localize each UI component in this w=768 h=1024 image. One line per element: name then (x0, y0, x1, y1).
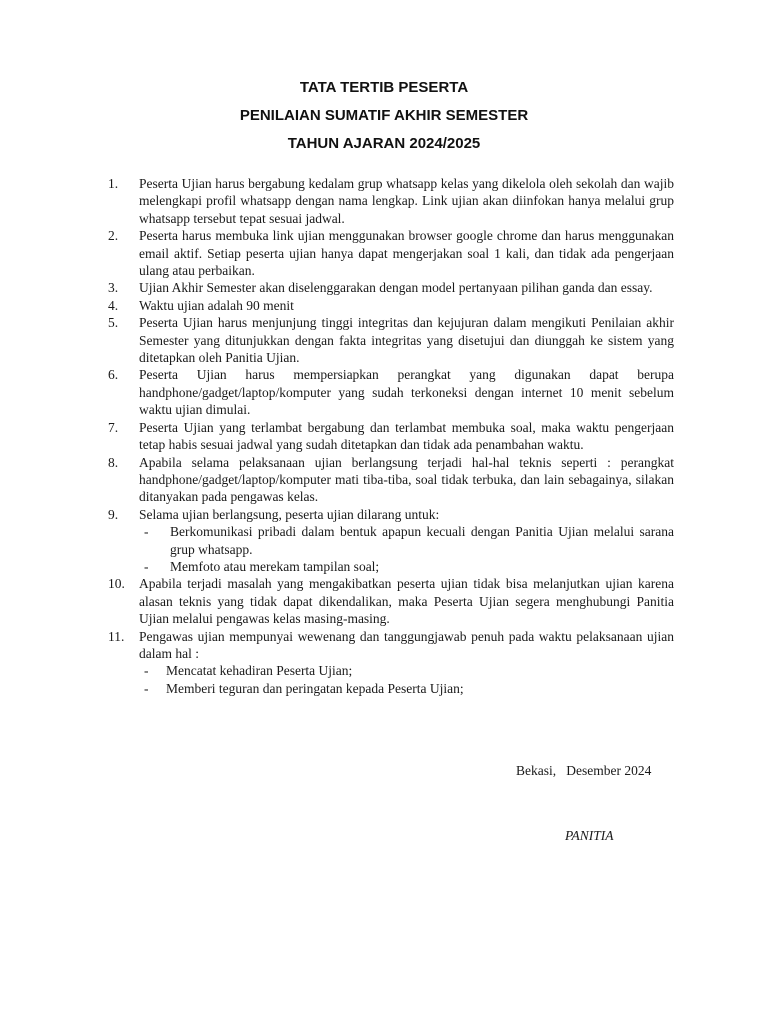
rule-number: 8. (108, 454, 119, 470)
rule-item-5 (108, 314, 674, 366)
rule-number: 2. (108, 228, 119, 244)
sub-item (139, 523, 674, 558)
rule-text: Peserta Ujian harus mempersiapkan perangkat yang digunakan dapat berupa handphone/gadget/laptop/komputer yang sudah terkoneksi dengan internet 10 menit sebelum waktu ujian dimulai. (139, 367, 674, 418)
rule-item-9 (108, 506, 674, 576)
rule-number: 1. (108, 176, 119, 191)
rule-text: Peserta Ujian harus bergabung kedalam grup whatsapp kelas yang dikelola oleh sekolah dan wajib melengkapi profil whatsapp dengan nama lengkap. Link ujian akan diinfokan hanya melalui grup whatsapp tersebut tepat sesuai jadwal. (139, 176, 674, 226)
rule-text-part-1: Apabila selama pelaksanaan ujian berlangsung terjadi hal-hal teknis seperti : perangkat (139, 454, 674, 470)
rule-number: 4. (108, 297, 119, 313)
rule-item-8 (108, 454, 674, 506)
place-date: Bekasi, Desember 2024 (516, 763, 652, 778)
rule-text-part-2: handphone/gadget/laptop/komputer mati tiba-tiba, soal tidak terbuka, dan lain sebagainya, silakan ditanyakan pada pengawas kelas. (139, 471, 674, 505)
rule-item-6 (108, 366, 674, 418)
rule-text: Waktu ujian adalah 90 menit (139, 297, 294, 313)
rules-list (108, 175, 674, 697)
bullet-dash: - (144, 524, 149, 540)
title-line-3: TAHUN AJARAN 2024/2025 (287, 135, 481, 152)
rule-item-4 (108, 297, 674, 314)
rule-item-10 (108, 575, 674, 627)
rule-number: 5. (108, 315, 119, 331)
sub-item-text: Memfoto atau merekam tampilan soal; (170, 558, 380, 574)
title-line-2: PENILAIAN SUMATIF AKHIR SEMESTER (239, 107, 529, 124)
sub-item-text: Memberi teguran dan peringatan kepada Peserta Ujian; (166, 680, 464, 696)
rule-text: Peserta harus membuka link ujian menggunakan browser google chrome dan harus menggunakan email aktif. Setiap peserta ujian hanya dapat mengerjakan soal 1 kali, dan tidak ada pengerjaan ulang atau perbaikan. (139, 228, 674, 279)
rule-number: 11. (108, 628, 125, 644)
rule-item-1 (108, 175, 674, 227)
rule-item-7 (108, 419, 674, 454)
title-line-1: TATA TERTIB PESERTA (299, 79, 469, 96)
sub-item-text: Mencatat kehadiran Peserta Ujian; (166, 663, 353, 679)
rule-number: 9. (108, 506, 119, 522)
sub-item (108, 680, 674, 697)
rule-item-3 (108, 279, 674, 296)
bullet-dash: - (144, 663, 149, 679)
signatory: PANITIA (565, 828, 614, 843)
rule-text: Selama ujian berlangsung, peserta ujian dilarang untuk: (139, 506, 440, 522)
rule-text: Ujian Akhir Semester akan diselenggarakan dengan model pertanyaan pilihan ganda dan essay. (139, 280, 653, 296)
rule-text: Peserta Ujian yang terlambat bergabung dan terlambat membuka soal, maka waktu pengerjaan tetap habis sesuai jadwal yang sudah ditetapkan dan tidak ada penambahan waktu. (139, 419, 674, 453)
rule-item-11 (108, 628, 674, 663)
rule-text: Apabila terjadi masalah yang mengakibatkan peserta ujian tidak bisa melanjutkan ujian karena alasan teknis yang tidak dapat dikendalikan, maka Peserta Ujian segera menghubungi Panitia Ujian melalui pengawas kelas masing-masing. (139, 576, 674, 627)
sub-item (139, 558, 674, 575)
rule-text: Peserta Ujian harus menjunjung tinggi integritas dan kejujuran dalam mengikuti Penilaian akhir Semester yang ditunjukkan dengan fakta integritas yang disetujui dan diunggah ke sistem yang ditetapkan oleh Panitia Ujian. (139, 315, 674, 366)
bullet-dash: - (144, 558, 149, 574)
rule-number: 7. (108, 419, 119, 435)
rule-number: 10. (108, 576, 125, 592)
rule-number: 6. (108, 367, 119, 383)
rule-item-2 (108, 227, 674, 279)
bullet-dash: - (144, 680, 149, 696)
rule-number: 3. (108, 280, 119, 296)
rule-text: Pengawas ujian mempunyai wewenang dan tanggungjawab penuh pada waktu pelaksanaan ujian dalam hal : (139, 628, 674, 661)
sub-item (108, 662, 674, 679)
sub-item-text: Berkomunikasi pribadi dalam bentuk apapun kecuali dengan Panitia Ujian melalui sarana grup whatsapp. (170, 524, 674, 557)
